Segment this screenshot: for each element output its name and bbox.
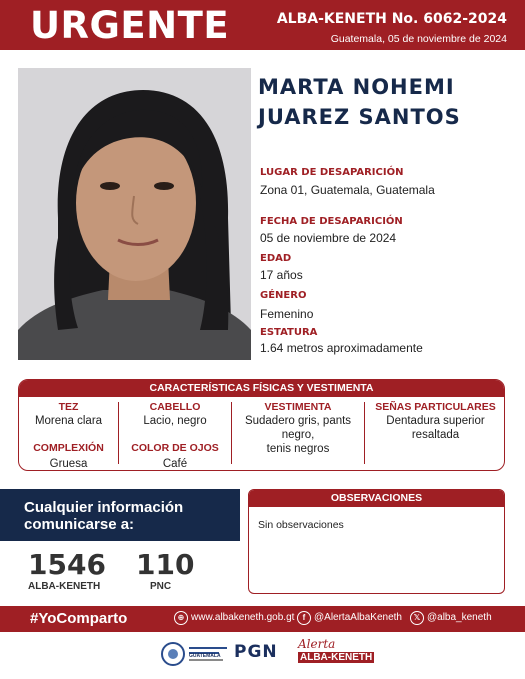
- contact-line-2: comunicarse a:: [24, 516, 135, 533]
- government-logo-text: GUATEMALA: [189, 653, 221, 659]
- observations-panel: [248, 489, 505, 594]
- location-date: Guatemala, 05 de noviembre de 2024: [330, 33, 507, 45]
- alba-keneth-phone: 1546: [28, 548, 106, 581]
- government-logo: [160, 640, 230, 673]
- header-bar: [0, 0, 525, 50]
- hashtag: #YoComparto: [30, 610, 128, 627]
- characteristics-panel: [18, 379, 505, 471]
- globe-icon: ⊕: [174, 611, 188, 625]
- disappearance-place-value: Zona 01, Guatemala, Guatemala: [260, 183, 435, 197]
- twitter-link[interactable]: @alba_keneth: [427, 612, 492, 623]
- clothing-line-2: negro,: [281, 429, 315, 441]
- missing-person-photo: [18, 68, 251, 360]
- missing-person-name: [258, 72, 461, 132]
- alba-keneth-word: ALBA-KENETH: [300, 652, 373, 663]
- alba-keneth-phone-label: ALBA-KENETH: [28, 581, 101, 592]
- skin-tone-value: Morena clara: [34, 415, 103, 427]
- hair-label: CABELLO: [149, 401, 201, 413]
- urgent-title: URGENTE: [30, 4, 230, 47]
- distinguishing-marks-label: SEÑAS PARTICULARES: [375, 401, 496, 413]
- build-label: COMPLEXIÓN: [33, 442, 104, 454]
- alerta-word: Alerta: [298, 637, 336, 651]
- height-label: ESTATURA: [260, 327, 318, 338]
- website-link[interactable]: www.albakeneth.gob.gt: [191, 612, 295, 623]
- gender-label: GÉNERO: [260, 290, 307, 301]
- facebook-link[interactable]: @AlertaAlbaKeneth: [314, 612, 402, 623]
- clothing-label: VESTIMENTA: [264, 401, 332, 413]
- disappearance-date-value: 05 de noviembre de 2024: [260, 231, 397, 245]
- contact-info-box: [0, 489, 240, 541]
- marks-line-1: Dentadura superior: [386, 415, 485, 427]
- pgn-logo: PGN: [234, 642, 278, 662]
- name-line-1: MARTA NOHEMI: [258, 75, 455, 99]
- eye-color-value: Café: [162, 458, 188, 470]
- height-value: 1.64 metros aproximadamente: [260, 341, 423, 355]
- disappearance-place-label: LUGAR DE DESAPARICIÓN: [260, 167, 404, 178]
- age-value: 17 años: [260, 268, 303, 282]
- age-label: EDAD: [260, 253, 292, 264]
- clothing-value: [232, 414, 364, 456]
- case-number: ALBA-KENETH No. 6062-2024: [276, 11, 507, 27]
- build-value: Gruesa: [49, 458, 88, 470]
- name-line-2: JUAREZ SANTOS: [258, 105, 461, 129]
- clothing-line-1: Sudadero gris, pants: [244, 415, 352, 427]
- skin-tone-label: TEZ: [58, 401, 79, 413]
- marks-line-2: resaltada: [411, 429, 460, 441]
- contact-line-1: Cualquier información: [24, 499, 184, 516]
- footer-bar: [0, 606, 525, 632]
- gender-value: Femenino: [260, 307, 314, 321]
- clothing-line-3: tenis negros: [266, 443, 330, 455]
- pnc-phone: 110: [136, 548, 195, 581]
- characteristics-header: CARACTERÍSTICAS FÍSICAS Y VESTIMENTA: [19, 380, 504, 397]
- alba-keneth-logo: [298, 637, 374, 663]
- observations-header: OBSERVACIONES: [249, 490, 504, 507]
- eye-color-label: COLOR DE OJOS: [131, 442, 219, 454]
- disappearance-date-label: FECHA DE DESAPARICIÓN: [260, 216, 403, 227]
- hair-value: Lacio, negro: [143, 415, 207, 427]
- observations-text: Sin observaciones: [258, 519, 344, 531]
- x-icon: 𝕏: [410, 611, 424, 625]
- facebook-icon: f: [297, 611, 311, 625]
- distinguishing-marks-value: [365, 414, 505, 442]
- pnc-phone-label: PNC: [150, 581, 172, 592]
